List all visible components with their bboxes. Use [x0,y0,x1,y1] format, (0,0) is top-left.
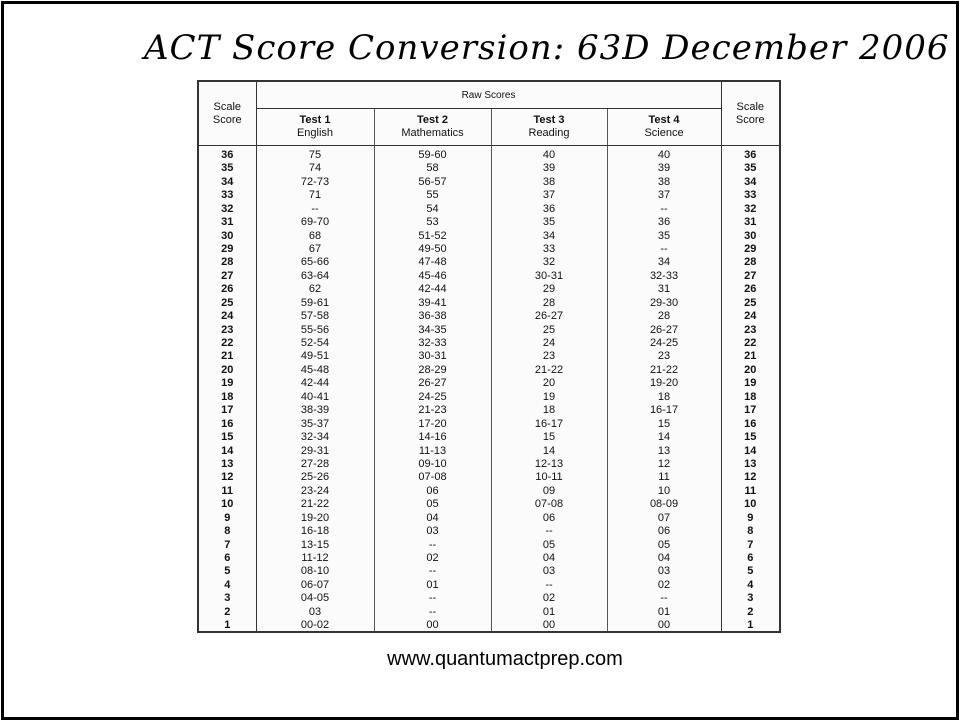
scale-score-cell: 28 [744,256,757,269]
reading-raw-cell: -- [491,578,607,591]
reading-raw-cell: 09 [491,484,607,497]
scale-score-cell: 19 [198,377,256,390]
table-row [198,377,780,390]
reading-raw-cell: 25 [491,323,607,336]
math-raw-cell: 51-52 [374,229,491,242]
english-raw-cell: 67 [256,242,374,255]
scale-header-line1: Scale [213,100,242,113]
reading-raw-cell: 00 [491,618,607,632]
table-row [198,430,780,443]
reading-raw-cell: 32 [491,256,607,269]
scale-score-cell: 13 [744,457,757,470]
test-subject: Mathematics [401,127,464,139]
slide-title: ACT Score Conversion: 63D December 2006 [144,28,950,68]
table-row [198,524,780,537]
math-raw-cell: 30-31 [374,350,491,363]
reading-raw-cell: 21-22 [491,363,607,376]
english-raw-cell: 21-22 [256,498,374,511]
reading-raw-cell: 36 [491,202,607,215]
math-raw-cell: 14-16 [374,430,491,443]
science-raw-cell: 05 [607,538,721,551]
table-row [198,578,780,591]
science-raw-cell: 31 [607,283,721,296]
science-raw-cell: 16-17 [607,403,721,416]
reading-raw-cell: -- [491,524,607,537]
scale-score-cell: 3 [747,592,754,605]
english-raw-cell: 29-31 [256,444,374,457]
math-raw-cell: -- [374,565,491,578]
science-raw-cell: 40 [607,146,721,162]
math-raw-cell: 49-50 [374,242,491,255]
scale-score-cell: 25 [198,296,256,309]
math-raw-cell: 55 [374,188,491,201]
scale-score-cell: 15 [744,431,757,444]
english-raw-cell: 57-58 [256,309,374,322]
reading-raw-cell: 29 [491,283,607,296]
reading-raw-cell: 37 [491,188,607,201]
scale-score-cell: 17 [744,404,757,417]
science-raw-cell: 36 [607,215,721,228]
table-row [198,592,780,605]
table-row [198,403,780,416]
math-raw-cell: -- [374,538,491,551]
scale-score-cell: 10 [744,498,757,511]
math-raw-cell: 03 [374,524,491,537]
math-raw-cell: 47-48 [374,256,491,269]
english-raw-cell: 06-07 [256,578,374,591]
math-raw-cell: 28-29 [374,363,491,376]
science-raw-cell: 38 [607,175,721,188]
scale-score-cell: 4 [198,578,256,591]
score-conversion-table [197,80,781,633]
math-raw-cell: 07-08 [374,471,491,484]
english-raw-cell: 27-28 [256,457,374,470]
science-raw-cell: 15 [607,417,721,430]
science-raw-cell: 37 [607,188,721,201]
test-name: Test 2 [417,114,448,126]
scale-score-cell: 5 [747,565,754,578]
table-row [198,283,780,296]
scale-score-cell: 33 [744,189,757,202]
scale-score-cell: 2 [198,605,256,618]
reading-raw-cell: 05 [491,538,607,551]
english-raw-cell: 49-51 [256,350,374,363]
english-raw-cell: 11-12 [256,551,374,564]
scale-score-cell: 14 [198,444,256,457]
science-raw-cell: -- [607,242,721,255]
table-row [198,269,780,282]
english-raw-cell: 00-02 [256,618,374,632]
reading-raw-cell: 12-13 [491,457,607,470]
table-row [198,471,780,484]
table-row [198,498,780,511]
math-raw-cell: 02 [374,551,491,564]
table-row [198,175,780,188]
math-raw-cell: 56-57 [374,175,491,188]
table-row [198,551,780,564]
math-raw-cell: 34-35 [374,323,491,336]
scale-score-cell: 26 [198,283,256,296]
scale-score-header-right [721,81,780,146]
table-row [198,229,780,242]
math-raw-cell: 21-23 [374,403,491,416]
english-raw-cell: 19-20 [256,511,374,524]
english-raw-cell: 69-70 [256,215,374,228]
english-raw-cell: -- [256,202,374,215]
math-raw-cell: 05 [374,498,491,511]
science-raw-cell: 39 [607,162,721,175]
english-raw-cell: 62 [256,283,374,296]
scale-score-cell: 25 [744,296,757,309]
reading-raw-cell: 10-11 [491,471,607,484]
table-row [198,202,780,215]
scale-score-cell: 18 [744,390,757,403]
reading-raw-cell: 16-17 [491,417,607,430]
english-raw-cell: 13-15 [256,538,374,551]
science-raw-cell: -- [607,592,721,605]
scale-score-cell: 34 [744,175,757,188]
reading-raw-cell: 40 [491,146,607,162]
scale-header-line2: Score [735,113,765,126]
scale-score-cell: 10 [198,498,256,511]
scale-score-cell: 13 [198,457,256,470]
scale-score-cell: 29 [744,242,757,255]
science-raw-cell: 32-33 [607,269,721,282]
science-raw-cell: 00 [607,618,721,632]
test-name: Test 1 [299,114,331,126]
math-raw-cell: 11-13 [374,444,491,457]
math-raw-cell: 54 [374,202,491,215]
english-raw-cell: 40-41 [256,390,374,403]
scale-score-cell: 7 [747,538,754,551]
test-subject: Science [644,127,684,139]
table-row [198,309,780,322]
test-subject: English [296,127,334,139]
math-raw-cell: 26-27 [374,377,491,390]
scale-score-cell: 23 [198,323,256,336]
science-raw-cell: 10 [607,484,721,497]
english-raw-cell: 42-44 [256,377,374,390]
science-raw-cell: 29-30 [607,296,721,309]
table-row [198,444,780,457]
scale-score-cell: 35 [198,162,256,175]
reading-raw-cell: 18 [491,403,607,416]
scale-score-cell: 36 [744,149,757,162]
scale-score-cell: 19 [744,377,757,390]
scale-score-cell: 32 [198,202,256,215]
english-raw-cell: 23-24 [256,484,374,497]
scale-score-cell: 29 [198,242,256,255]
scale-score-cell: 35 [744,162,757,175]
math-raw-cell: 45-46 [374,269,491,282]
math-raw-cell: 00 [374,618,491,632]
science-raw-cell: 06 [607,524,721,537]
math-raw-cell: 59-60 [374,146,491,162]
table-row [198,457,780,470]
scale-score-cell: 34 [198,175,256,188]
reading-raw-cell: 33 [491,242,607,255]
reading-raw-cell: 15 [491,430,607,443]
english-raw-cell: 03 [256,605,374,618]
table-row [198,336,780,349]
english-raw-cell: 68 [256,229,374,242]
science-raw-cell: 12 [607,457,721,470]
footer-url: www.quantumactprep.com [387,648,623,670]
scale-score-cell: 6 [198,551,256,564]
scale-score-cell: 20 [744,363,757,376]
scale-score-cell: 11 [744,484,757,497]
science-raw-cell: 11 [607,471,721,484]
scale-score-cell: 7 [198,538,256,551]
math-raw-cell: 01 [374,578,491,591]
scale-score-cell: 27 [198,269,256,282]
math-raw-cell: 32-33 [374,336,491,349]
scale-score-cell: 1 [747,618,754,631]
test-name: Test 4 [648,114,680,126]
scale-header-line1: Scale [736,100,765,113]
scale-score-cell: 15 [198,430,256,443]
reading-raw-cell: 30-31 [491,269,607,282]
math-raw-cell: 04 [374,511,491,524]
scale-score-cell: 30 [198,229,256,242]
english-raw-cell: 59-61 [256,296,374,309]
scale-score-cell: 1 [198,618,256,632]
science-raw-cell: 13 [607,444,721,457]
scale-score-cell: 8 [747,525,754,538]
scale-header-line2: Score [212,113,242,126]
science-raw-cell: 08-09 [607,498,721,511]
science-raw-cell: 35 [607,229,721,242]
scale-score-cell: 24 [744,310,757,323]
english-raw-cell: 25-26 [256,471,374,484]
scale-score-cell: 9 [747,511,754,524]
scale-score-cell: 17 [198,403,256,416]
english-raw-cell: 55-56 [256,323,374,336]
english-raw-cell: 72-73 [256,175,374,188]
reading-raw-cell: 19 [491,390,607,403]
english-raw-cell: 16-18 [256,524,374,537]
english-raw-cell: 45-48 [256,363,374,376]
english-raw-cell: 63-64 [256,269,374,282]
table-row [198,565,780,578]
english-raw-cell: 65-66 [256,256,374,269]
scale-score-cell: 4 [747,578,754,591]
scale-score-cell: 21 [198,350,256,363]
science-raw-cell: 01 [607,605,721,618]
math-raw-cell: 06 [374,484,491,497]
scale-score-cell: 12 [744,471,757,484]
test-header-mathematics [374,109,491,146]
score-rows [198,146,780,633]
table-row [198,162,780,175]
reading-raw-cell: 35 [491,215,607,228]
scale-score-cell: 23 [744,323,757,336]
scale-score-cell: 3 [198,592,256,605]
scale-score-cell: 14 [744,444,757,457]
table-row [198,242,780,255]
reading-raw-cell: 01 [491,605,607,618]
reading-raw-cell: 14 [491,444,607,457]
english-raw-cell: 74 [256,162,374,175]
test-header-english [256,109,374,146]
reading-raw-cell: 28 [491,296,607,309]
scale-score-cell: 28 [198,256,256,269]
table-row [198,605,780,618]
scale-score-cell: 18 [198,390,256,403]
reading-raw-cell: 04 [491,551,607,564]
scale-score-cell: 11 [198,484,256,497]
reading-raw-cell: 34 [491,229,607,242]
scale-score-cell: 5 [198,565,256,578]
english-raw-cell: 32-34 [256,430,374,443]
table-row [198,417,780,430]
math-raw-cell: -- [374,592,491,605]
table-row [198,484,780,497]
math-raw-cell: 09-10 [374,457,491,470]
science-raw-cell: 24-25 [607,336,721,349]
science-raw-cell: 34 [607,256,721,269]
science-raw-cell: 26-27 [607,323,721,336]
science-raw-cell: 14 [607,430,721,443]
scale-score-header-left [198,81,256,146]
science-raw-cell: 03 [607,565,721,578]
reading-raw-cell: 03 [491,565,607,578]
reading-raw-cell: 23 [491,350,607,363]
test-header-reading [491,109,607,146]
science-raw-cell: 04 [607,551,721,564]
table-row [198,146,780,162]
table-row [198,350,780,363]
science-raw-cell: 21-22 [607,363,721,376]
english-raw-cell: 35-37 [256,417,374,430]
table-row [198,390,780,403]
table-row [198,323,780,336]
scale-score-cell: 20 [198,363,256,376]
scale-score-cell: 32 [744,202,757,215]
scale-score-cell: 16 [198,417,256,430]
test-header-science [607,109,721,146]
table-row [198,188,780,201]
scale-score-cell: 31 [198,215,256,228]
scale-score-cell: 21 [744,350,757,363]
scale-score-cell: 22 [744,337,757,349]
reading-raw-cell: 24 [491,336,607,349]
math-raw-cell: 39-41 [374,296,491,309]
scale-score-cell: 33 [198,188,256,201]
reading-raw-cell: 07-08 [491,498,607,511]
math-raw-cell: 42-44 [374,283,491,296]
reading-raw-cell: 06 [491,511,607,524]
scale-score-cell: 27 [744,269,757,282]
test-name: Test 3 [533,114,565,126]
scale-score-cell: 6 [747,552,754,564]
english-raw-cell: 38-39 [256,403,374,416]
english-raw-cell: 71 [256,188,374,201]
reading-raw-cell: 38 [491,175,607,188]
table-row [198,363,780,376]
table-row [198,296,780,309]
reading-raw-cell: 20 [491,377,607,390]
math-raw-cell: 24-25 [374,390,491,403]
english-raw-cell: 04-05 [256,592,374,605]
science-raw-cell: 23 [607,350,721,363]
scale-score-cell: 24 [198,309,256,322]
science-raw-cell: -- [607,202,721,215]
reading-raw-cell: 26-27 [491,309,607,322]
table-row [198,538,780,551]
scale-score-cell: 2 [747,605,754,618]
scale-score-cell: 26 [744,283,757,296]
table-row [198,511,780,524]
scale-score-cell: 36 [198,146,256,162]
table-row [198,618,780,632]
reading-raw-cell: 02 [491,592,607,605]
science-raw-cell: 19-20 [607,377,721,390]
scale-score-cell: 12 [198,471,256,484]
scale-score-cell: 16 [744,417,757,430]
reading-raw-cell: 39 [491,162,607,175]
math-raw-cell: 17-20 [374,417,491,430]
math-raw-cell: 36-38 [374,309,491,322]
science-raw-cell: 28 [607,309,721,322]
math-raw-cell: 53 [374,215,491,228]
english-raw-cell: 52-54 [256,336,374,349]
score-conversion-sheet [197,80,779,633]
scale-score-cell: 31 [744,216,757,229]
english-raw-cell: 08-10 [256,565,374,578]
scale-score-cell: 9 [198,511,256,524]
science-raw-cell: 02 [607,578,721,591]
scale-score-cell: 22 [198,336,256,349]
table-row [198,215,780,228]
math-raw-cell: 58 [374,162,491,175]
math-raw-cell: -- [374,605,491,618]
science-raw-cell: 07 [607,511,721,524]
test-subject: Reading [528,127,570,139]
table-row [198,256,780,269]
raw-scores-header: Raw Scores [256,81,721,109]
scale-score-cell: 30 [744,229,757,242]
science-raw-cell: 18 [607,390,721,403]
english-raw-cell: 75 [256,146,374,162]
scale-score-cell: 8 [198,524,256,537]
